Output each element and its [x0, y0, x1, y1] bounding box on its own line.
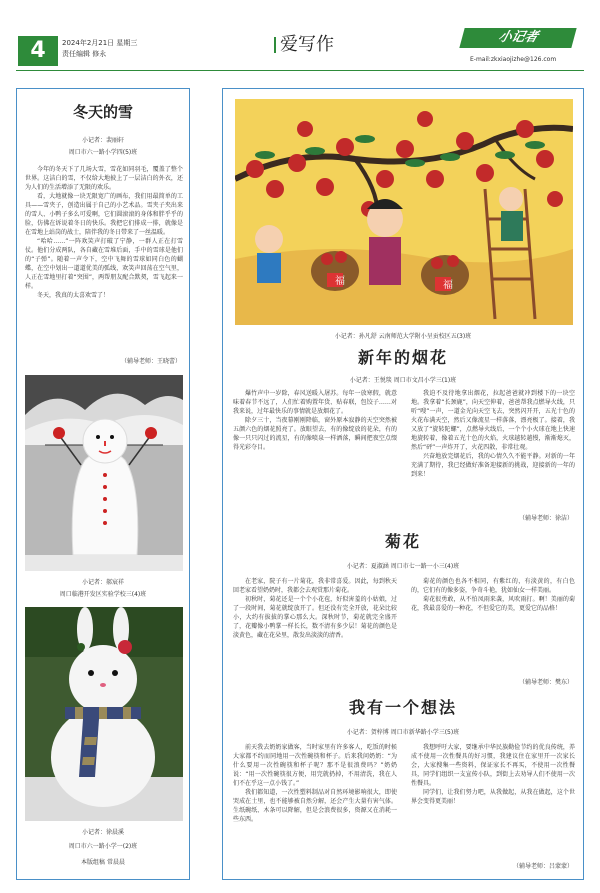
persimmon-painting	[235, 99, 573, 325]
header-divider	[16, 70, 584, 71]
paragraph: 我迫不及待地拿出烟花，拉起爸爸就冲到楼下的一块空地。我拿着“长颈鹿”，向天空伸着，爸爸帮我点燃导火线，只听“嗖”一声，一道金光向天空飞去，突然闪开开，五光十色的火花布满天空，然后又像流星一样落落，漂亮极了。接着，我又放了“旋转陀螺”，点燃导火线后，一个个小火球在地上快速地旋转着，像着五光十色的火焰，火球越转越慢，渐渐熄灭，然后“砰”一声炸开了，火花四散，非常壮观。	[411, 390, 575, 451]
article-body-left	[233, 743, 397, 824]
paragraph: 菊花的颜色也各不相同，有紫红的，有淡黄的，有白色的，它们有的像多姿，争奇斗艳，犹如仙女一样美丽。	[411, 578, 575, 594]
paragraph: 前天我去奶奶家做客，当时家里有许多客人，吃饭的时候大家都不约而同地用一次性碗筷和杯子。后来我问奶奶：“为什么要用一次性碗筷和杯子呢？那不是很浪费吗？”奶奶说：“用一次性碗筷很方便，用完就扔掉，不用清洗，我在人们不在乎这一点小钱了。”	[233, 744, 397, 787]
column-logo: 小记者	[459, 28, 576, 48]
photo-school: 周口市六一路小学一(2)班	[68, 843, 138, 850]
page-number: 4	[18, 36, 58, 66]
snowman-photo	[25, 375, 183, 571]
article-body-left	[233, 389, 397, 452]
paragraph: 同学们，让我们努力吧，从我做起，从我在做起，这个世界会变得更美丽！	[411, 789, 575, 805]
paragraph: “哈哈……”一阵欢笑声打破了宁静，一群人正在打雪仗。他们分成两队，各自藏在雪堆后面，手中的雪球是他们的“子弹”。随着一声令下，空中飞舞的雪球如同白色的蝴蝶，在空中划出一道道优美的弧线，欢笑声回荡在空气里，人正在雪地里打着“突围”，两帮朋友配合默契，雪飞起来一样。	[25, 238, 183, 290]
article-teacher: （辅导老师：樊东）	[518, 679, 573, 686]
left-column	[16, 88, 190, 880]
snow-bunny-photo	[25, 607, 183, 821]
article-teacher: （辅导老师：王晓蕾）	[120, 358, 181, 365]
article-title: 冬天的雪	[72, 103, 133, 121]
article-teacher: （辅导老师：吕蒙蒙）	[512, 863, 573, 870]
article-body-left	[233, 577, 397, 640]
article-teacher: （辅导老师：徐洁）	[518, 515, 573, 522]
paragraph: 除夕三十，当夜幕刚刚降临，窗外原本寂静的天空突然被五颜六色的烟花照亮了。放眼望去，有的像绽放的花朵，有的像一只只闪过的流星，有的像喷泉一样洒落，瞬间把夜空点缀得光彩夺目。	[233, 417, 397, 451]
paragraph: 我们都知道，一次性塑料制品对自然环境影响很大，即使哭成在土里，也不能够被自然分解，还会产生大量有害气体。生纸碗纸、木条可以降解，但是会浪费很多，资源又在消耗一些东西。	[233, 789, 397, 823]
issue-date: 2024年2月21日 星期三	[62, 39, 138, 47]
photo-credit: 本版组稿 常晨晨	[81, 859, 125, 866]
paragraph: 我想呼吁大家，要继承中华民族勤俭节约的优良传统，养成不使用一次性餐具的好习惯，我建议住在家里开一次家长会，大家搜集一些资料，保证家长不再买，不使用一次性餐具，同学们组织一支宣传小队，到街上去劝导人们不使用一次性餐具。	[411, 744, 575, 787]
article-author: 小记者：王悦琰 周口市文昌小学三(1)班	[349, 377, 457, 384]
article-author: 小记者：裴丽轩	[81, 137, 124, 144]
section-title	[262, 30, 342, 56]
article-body-right	[411, 389, 575, 479]
article-title: 我有一个想法	[348, 698, 457, 717]
paragraph: 看，大地就像一块无限宽广的画布，我们用最简单的工具——雪夹子，创造出属于自己的小艺术品。雪夹子夹出来的雪人、小鸭子多么可爱啊，它们圆滚滚的身体和胖乎乎的脸，仿佛在诉说着冬日的快乐。我把它们排成一排，就像是在雪地上站岗的战士，陪伴我的冬日带来了一丝温暖。	[25, 193, 183, 236]
photo-author: 小记者：郝宸祥	[81, 579, 124, 586]
paragraph: 兴奋地放完烟花后，我的心情久久不能平静。对新的一年充满了期待，我已经做好准备迎接新的挑战，迎接新的一年的到来！	[411, 453, 575, 478]
right-column	[222, 88, 584, 880]
article-body	[25, 165, 183, 300]
section-title-text: 爱写作	[280, 34, 334, 55]
contact-email: E-mail:zkxiaojizhe@126.com	[470, 56, 557, 63]
article-title: 新年的烟花	[357, 348, 448, 367]
fu-sign-2: 福	[443, 280, 453, 291]
paragraph: 今年的冬天下了几场大雪，雪花如同羽毛，覆盖了整个世界。这洁白的雪，不仅给大地披上了一层洁白的外衣，还为人们的生活增添了无限的欢乐。	[25, 166, 183, 191]
paragraph: 冬天，我真的太喜欢雪了！	[37, 292, 110, 299]
article-author: 小记者：贺梓博 周口市新华路小学三(5)班	[346, 729, 460, 736]
photo-school: 周口临港开发区实验学校三(4)班	[59, 591, 147, 598]
article-school: 周口市六一路小学四(5)班	[68, 149, 138, 156]
paragraph: 爆竹声中一岁除，春风送暖入屠苏。每年一放寒假，就意味着春节不远了，人们忙着购置年货、贴春联，包饺子……对我来说，过年最快乐的事情就是放烟花了。	[233, 390, 397, 415]
article-body-right	[411, 743, 575, 806]
paragraph: 在老家，院子有一片菊花，我非常喜爱。因此，每到秋天回老家看望奶奶时，我都会去观赏那片菊花。	[233, 578, 397, 594]
fu-sign-1: 福	[335, 276, 345, 287]
article-title: 菊花	[384, 532, 421, 551]
painting-caption: 小记者：孙凡舒 云南师范大学附小呈贡校区五(3)班	[334, 333, 472, 340]
paragraph: 菊花很勇敢，从不怕凤雨来袭，风吹雨打。啊！美丽的菊花，我最喜爱的一种花，不但爱它的美，更爱它的品格！	[411, 596, 575, 612]
section-bar-left	[274, 37, 276, 53]
persimmon-painting-svg	[235, 99, 573, 325]
page-header	[0, 0, 600, 78]
article-body-right	[411, 577, 575, 613]
article-author: 小记者：夏淑涵 周口市七一路一小三(4)班	[346, 563, 460, 570]
editor-credit: 责任编辑 修永	[62, 50, 107, 58]
snow-bunny-photo-svg	[25, 607, 183, 821]
snowman-photo-svg	[25, 375, 183, 571]
photo-author: 小记者：徐晨溪	[81, 829, 124, 836]
paragraph: 初秋时，菊花还是一个个小花苞，好似害羞的小姑娘，过了一段时间，菊花就绽放开了。但还没有完全开放，花朵比较小，大约有拔拔的掌心那么大。深秋时节，菊花就完全盛开了，花瓣像小鸭掌一样长长，数不清有多少层！菊花的颜色是淡黄色，藏在花朵里，散发出淡淡的清香。	[233, 596, 397, 639]
